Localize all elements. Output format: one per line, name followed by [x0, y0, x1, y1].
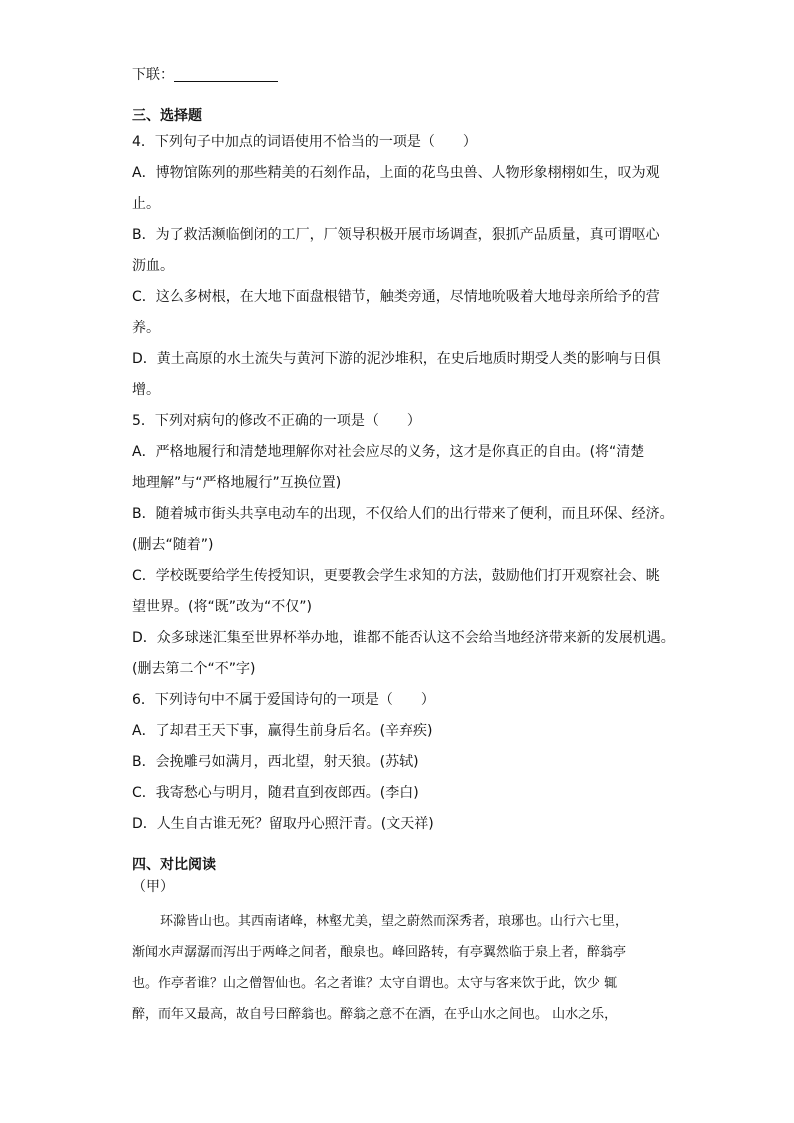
section4-title: 四、对比阅读: [132, 857, 216, 873]
q6-option-c: C．我寄愁心与明月，随君直到夜郎西。(李白): [132, 785, 419, 801]
q5-option-b-cont: (删去“随着”): [132, 537, 214, 553]
lower-couplet-line: [132, 60, 692, 91]
q6-option-d: D．人生自古谁无死？留取丹心照汗青。(文天祥): [132, 816, 434, 832]
passage-line-3: 也。作亭者谁？山之僧智仙也。名之者谁？太守自谓也。太守与客来饮于此，饮少 辄: [132, 976, 618, 991]
q5-option-d-cont: (删去第二个“不”字): [132, 661, 256, 677]
q4-stem: 4．下列句子中加点的词语使用不恰当的一项是（ ）: [132, 134, 477, 150]
q5-option-d: D．众多球迷汇集至世界杯举办地，谁都不能否认这不会给当地经济带来新的发展机遇。: [132, 630, 675, 646]
document-page: [132, 60, 692, 1030]
passage-line-4: 醉，而年又最高，故自号曰醉翁也。醉翁之意不在酒，在乎山水之间也。 山水之乐，: [132, 1007, 618, 1022]
section4-part-label: （甲）: [132, 879, 174, 895]
q5-option-b: B．随着城市街头共享电动车的出现，不仅给人们的出行带来了便利，而且环保、经济。: [132, 506, 674, 522]
q4-option-b: B．为了救活濒临倒闭的工厂，厂领导积极开展市场调查，狠抓产品质量，真可谓呕心: [132, 227, 660, 243]
lower-couplet-blank: [174, 66, 278, 82]
q5-option-c: C．学校既要给学生传授知识，更要教会学生求知的方法，鼓励他们打开观察社会、眺: [132, 568, 660, 584]
q4-option-c: C．这么多树根，在大地下面盘根错节，触类旁通，尽情地吮吸着大地母亲所给予的营: [132, 289, 660, 305]
passage-line-1: 环滁皆山也。其西南诸峰，林壑尤美，望之蔚然而深秀者，琅琊也。山行六七里，: [160, 914, 629, 929]
q4-option-c-cont: 养。: [132, 320, 160, 336]
section3-title: 三、选择题: [132, 108, 202, 124]
passage-line-2: 渐闻水声潺潺而泻出于两峰之间者，酿泉也。峰回路转，有亭翼然临于泉上者，醉翁亭: [132, 945, 627, 960]
q6-option-a: A．了却君王天下事，赢得生前身后名。(辛弃疾): [132, 723, 433, 739]
q6-option-b: B．会挽雕弓如满月，西北望，射天狼。(苏轼): [132, 754, 419, 770]
q4-option-d: D．黄土高原的水土流失与黄河下游的泥沙堆积，在史后地质时期受人类的影响与日俱: [132, 351, 661, 367]
q4-option-b-cont: 沥血。: [132, 258, 174, 274]
q6-stem: 6．下列诗句中不属于爱国诗句的一项是（ ）: [132, 692, 435, 708]
q4-option-d-cont: 增。: [132, 382, 160, 398]
q5-option-c-cont: 望世界。(将“既”改为“不仅”): [132, 599, 312, 615]
q5-option-a-cont: 地理解”与“严格地履行”互换位置): [132, 475, 342, 491]
q4-option-a: A．博物馆陈列的那些精美的石刻作品，上面的花鸟虫兽、人物形象栩栩如生，叹为观: [132, 165, 660, 181]
q4-option-a-cont: 止。: [132, 196, 160, 212]
q5-stem: 5．下列对病句的修改不正确的一项是（ ）: [132, 413, 421, 429]
q5-option-a: A．严格地履行和清楚地理解你对社会应尽的义务，这才是你真正的自由。(将“清楚: [132, 444, 645, 460]
lower-couplet-label: 下联：: [132, 67, 174, 83]
